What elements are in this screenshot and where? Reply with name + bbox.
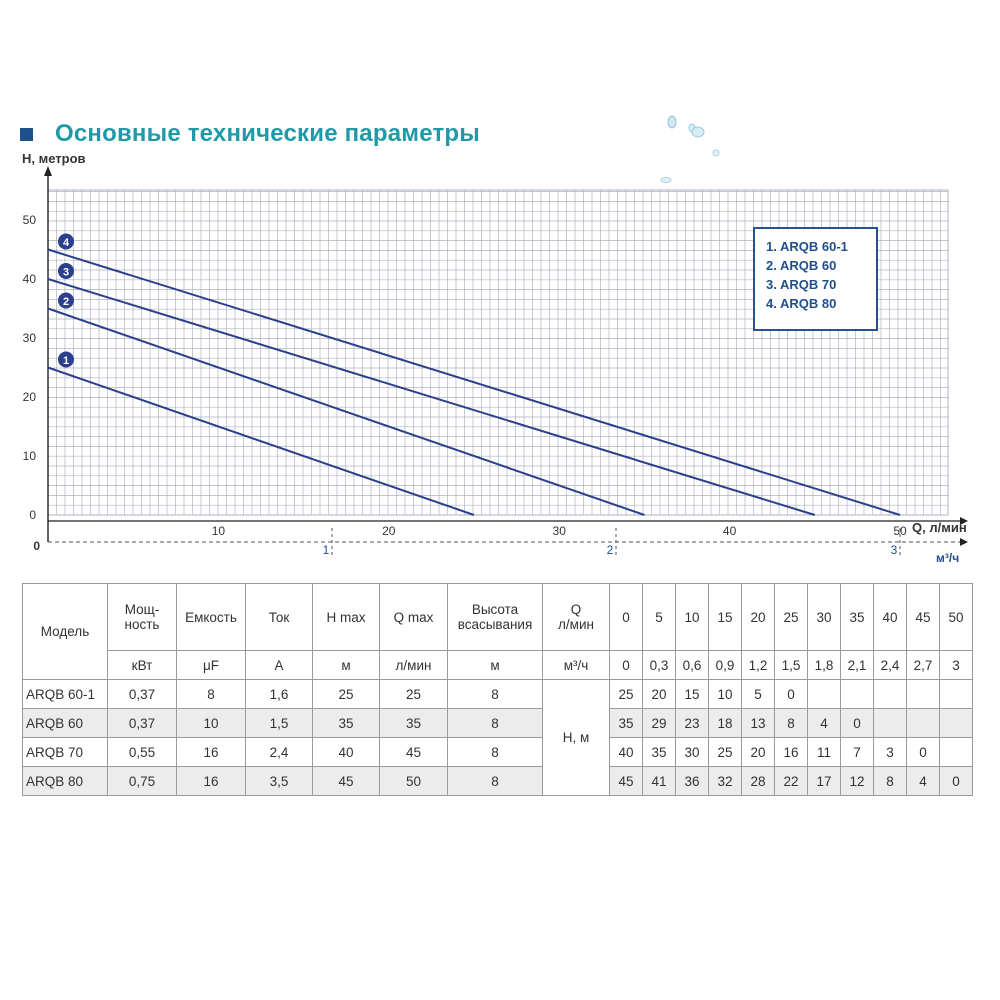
current-cell: 2,4 — [246, 738, 313, 767]
legend-entry: 1. ARQB 60-1 — [766, 239, 848, 254]
series-marker-label: 2 — [62, 296, 70, 308]
legend-entry: 3. ARQB 70 — [766, 277, 837, 292]
flow-m3h-header: 0,6 — [676, 651, 709, 680]
flow-lmin-header: 25 — [775, 584, 808, 651]
y-tick-label: 20 — [22, 390, 36, 404]
model-cell: ARQB 60 — [23, 709, 108, 738]
head-value-cell: 5 — [742, 680, 775, 709]
column-header: Ток — [246, 584, 313, 651]
head-value-cell: 4 — [907, 767, 940, 796]
head-value-cell: 8 — [874, 767, 907, 796]
head-value-cell — [808, 680, 841, 709]
head-value-cell: 20 — [643, 680, 676, 709]
flow-lmin-header: 30 — [808, 584, 841, 651]
head-value-cell: 35 — [610, 709, 643, 738]
head-value-cell: 0 — [775, 680, 808, 709]
flow-lmin-header: 0 — [610, 584, 643, 651]
flow-m3h-header: 3 — [940, 651, 973, 680]
suction-cell: 8 — [448, 767, 543, 796]
legend-entry: 4. ARQB 80 — [766, 296, 837, 311]
y-tick-label: 50 — [22, 213, 36, 227]
unit-cell: м³/ч — [543, 651, 610, 680]
flow-lmin-header: 45 — [907, 584, 940, 651]
power-cell: 0,37 — [108, 709, 177, 738]
flow-lmin-header: 5 — [643, 584, 676, 651]
series-marker-label: 1 — [62, 355, 70, 367]
head-value-cell: 8 — [775, 709, 808, 738]
head-value-cell: 11 — [808, 738, 841, 767]
flow-lmin-header: 20 — [742, 584, 775, 651]
head-value-cell: 4 — [808, 709, 841, 738]
flow-lmin-header: 15 — [709, 584, 742, 651]
head-value-cell: 17 — [808, 767, 841, 796]
x2-tick-label: 1 — [322, 543, 330, 557]
legend-entry: 2. ARQB 60 — [766, 258, 837, 273]
head-value-cell: 28 — [742, 767, 775, 796]
head-value-cell: 40 — [610, 738, 643, 767]
flow-m3h-header: 1,2 — [742, 651, 775, 680]
head-value-cell: 20 — [742, 738, 775, 767]
flow-m3h-header: 0,3 — [643, 651, 676, 680]
capacity-cell: 16 — [177, 738, 246, 767]
hmax-cell: 45 — [313, 767, 380, 796]
chart-legend — [754, 228, 877, 330]
section-header — [20, 116, 480, 152]
flow-lmin-header: 10 — [676, 584, 709, 651]
x2-axis-label: м³/ч — [936, 551, 960, 565]
column-header: Высота всасывания — [448, 584, 543, 651]
hmax-cell: 40 — [313, 738, 380, 767]
hmax-cell: 35 — [313, 709, 380, 738]
flow-m3h-header: 2,1 — [841, 651, 874, 680]
head-value-cell: 0 — [907, 738, 940, 767]
head-value-cell: 36 — [676, 767, 709, 796]
capacity-cell: 8 — [177, 680, 246, 709]
spec-table — [22, 583, 973, 796]
column-header: Q max — [380, 584, 448, 651]
head-value-cell: 15 — [676, 680, 709, 709]
x2-axis-arrow — [960, 538, 968, 546]
head-value-cell: 16 — [775, 738, 808, 767]
capacity-cell: 16 — [177, 767, 246, 796]
head-value-cell: 25 — [610, 680, 643, 709]
suction-cell: 8 — [448, 709, 543, 738]
model-cell: ARQB 70 — [23, 738, 108, 767]
head-value-cell: 45 — [610, 767, 643, 796]
series-line — [48, 309, 644, 516]
head-value-cell: 30 — [676, 738, 709, 767]
head-value-cell: 0 — [841, 709, 874, 738]
flow-m3h-header: 2,4 — [874, 651, 907, 680]
current-cell: 1,5 — [246, 709, 313, 738]
head-value-cell — [940, 738, 973, 767]
power-cell: 0,75 — [108, 767, 177, 796]
unit-cell: м — [313, 651, 380, 680]
head-value-cell — [841, 680, 874, 709]
qmax-cell: 35 — [380, 709, 448, 738]
head-value-cell: 25 — [709, 738, 742, 767]
hmax-cell: 25 — [313, 680, 380, 709]
x2-tick-label: 0 — [33, 539, 40, 553]
column-header: Емкость — [177, 584, 246, 651]
series-marker-label: 3 — [62, 266, 70, 279]
page-title: Основные технические параметры — [55, 120, 480, 147]
power-cell: 0,37 — [108, 680, 177, 709]
column-header: Q л/мин — [543, 584, 610, 651]
x-axis-label: Q, л/мин — [912, 520, 967, 535]
current-cell: 3,5 — [246, 767, 313, 796]
model-cell: ARQB 80 — [23, 767, 108, 796]
y-tick-label: 40 — [22, 272, 36, 286]
unit-cell: μF — [177, 651, 246, 680]
head-value-cell: 12 — [841, 767, 874, 796]
unit-cell: A — [246, 651, 313, 680]
qmax-cell: 45 — [380, 738, 448, 767]
y-tick-label: 0 — [29, 508, 36, 522]
series-line — [48, 279, 815, 515]
head-value-cell: 41 — [643, 767, 676, 796]
flow-lmin-header: 35 — [841, 584, 874, 651]
head-value-cell: 7 — [841, 738, 874, 767]
flow-m3h-header: 2,7 — [907, 651, 940, 680]
head-value-cell — [907, 709, 940, 738]
head-value-cell — [907, 680, 940, 709]
head-value-cell: 18 — [709, 709, 742, 738]
table-header-row — [23, 584, 973, 651]
y-axis-arrow — [44, 166, 52, 176]
head-value-cell — [940, 709, 973, 738]
y-axis-label: H, метров — [22, 151, 86, 166]
column-header: Мощ- ность — [108, 584, 177, 651]
x2-tick-label: 2 — [606, 543, 614, 557]
flow-lmin-header: 50 — [940, 584, 973, 651]
qmax-cell: 50 — [380, 767, 448, 796]
flow-m3h-header: 1,5 — [775, 651, 808, 680]
head-value-cell: 0 — [940, 767, 973, 796]
table-units-row — [23, 651, 973, 680]
unit-cell: м — [448, 651, 543, 680]
capacity-cell: 10 — [177, 709, 246, 738]
column-header: Модель — [23, 584, 108, 680]
square-bullet-icon — [20, 128, 33, 141]
flow-lmin-header: 40 — [874, 584, 907, 651]
table-row — [23, 738, 973, 767]
head-value-cell: 32 — [709, 767, 742, 796]
head-value-cell: 10 — [709, 680, 742, 709]
model-cell: ARQB 60-1 — [23, 680, 108, 709]
head-value-cell: 13 — [742, 709, 775, 738]
head-label-cell: H, м — [543, 680, 610, 796]
y-tick-label: 30 — [22, 331, 36, 345]
table-row — [23, 680, 973, 709]
flow-m3h-header: 0 — [610, 651, 643, 680]
pump-performance-chart — [0, 150, 1000, 570]
head-value-cell — [874, 709, 907, 738]
suction-cell: 8 — [448, 680, 543, 709]
x-tick-label: 20 — [382, 524, 396, 538]
y-tick-label: 10 — [22, 449, 36, 463]
flow-m3h-header: 0,9 — [709, 651, 742, 680]
head-value-cell: 23 — [676, 709, 709, 738]
current-cell: 1,6 — [246, 680, 313, 709]
x-tick-label: 50 — [893, 524, 907, 538]
flow-m3h-header: 1,8 — [808, 651, 841, 680]
qmax-cell: 25 — [380, 680, 448, 709]
head-value-cell: 22 — [775, 767, 808, 796]
head-value-cell — [940, 680, 973, 709]
table-row — [23, 709, 973, 738]
x-tick-label: 30 — [552, 524, 566, 538]
x2-tick-label: 3 — [890, 543, 898, 557]
head-value-cell: 29 — [643, 709, 676, 738]
head-value-cell — [874, 680, 907, 709]
x-tick-label: 40 — [722, 524, 737, 538]
table-row — [23, 767, 973, 796]
unit-cell: кВт — [108, 651, 177, 680]
suction-cell: 8 — [448, 738, 543, 767]
x-tick-label: 10 — [211, 524, 226, 538]
series-marker-label: 4 — [62, 237, 70, 249]
unit-cell: л/мин — [380, 651, 448, 680]
head-value-cell: 3 — [874, 738, 907, 767]
power-cell: 0,55 — [108, 738, 177, 767]
head-value-cell: 35 — [643, 738, 676, 767]
column-header: H max — [313, 584, 380, 651]
